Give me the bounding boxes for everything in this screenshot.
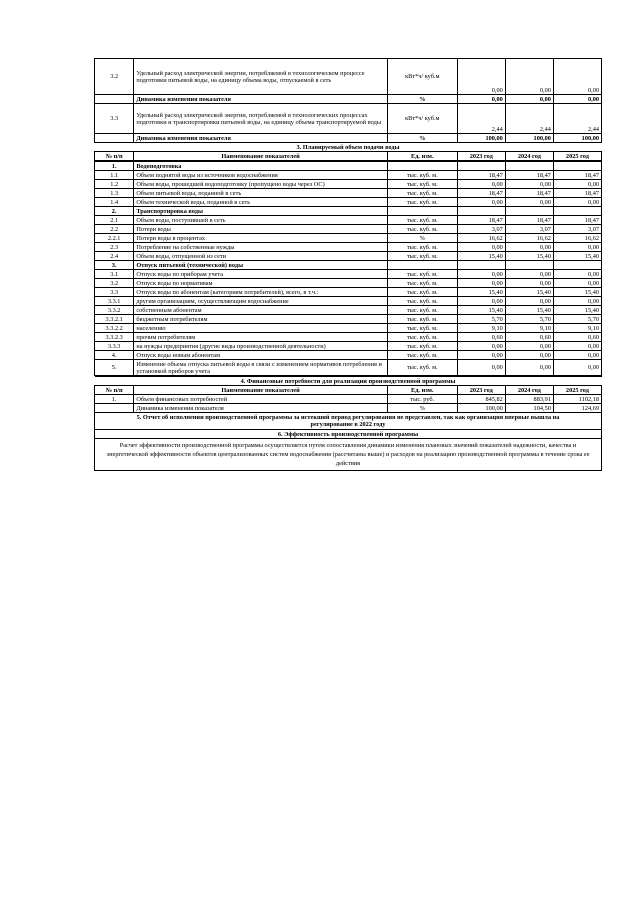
value-2023: [457, 261, 505, 270]
value-2023: 2,44: [457, 104, 505, 134]
value-2024: 2,44: [505, 104, 553, 134]
row-number: 3.1: [95, 270, 134, 279]
value-2024: 0,00: [505, 351, 553, 360]
value-2024: 0,00: [505, 297, 553, 306]
value-2025: [553, 261, 601, 270]
row-unit: тыс. куб. м.: [387, 360, 457, 376]
value-2023: 15,40: [457, 306, 505, 315]
row-unit: [387, 261, 457, 270]
table-row: [95, 134, 602, 143]
table-row: [95, 351, 602, 360]
section-6-row: [95, 439, 602, 471]
value-2023: 9,10: [457, 324, 505, 333]
value-2023: 0,00: [457, 59, 505, 95]
table-row: [95, 171, 602, 180]
table-group-row: [95, 207, 602, 216]
table-group-row: [95, 261, 602, 270]
value-2025: 0,00: [553, 297, 601, 306]
value-2023: 18,47: [457, 189, 505, 198]
value-2023: [457, 162, 505, 171]
row-name: Отпуск воды по приборам учета: [134, 270, 388, 279]
value-2025: 2,44: [553, 104, 601, 134]
row-name: Потери воды в процентах: [134, 234, 388, 243]
value-2025: 9,10: [553, 324, 601, 333]
row-name: Водоподготовка: [134, 162, 388, 171]
row-number: 3.: [95, 261, 134, 270]
value-2023: 100,00: [457, 134, 505, 143]
value-2025: 18,47: [553, 171, 601, 180]
row-number: 3.3: [95, 104, 134, 134]
value-2024: [505, 261, 553, 270]
row-number: 1.: [95, 162, 134, 171]
row-unit: тыс. куб. м.: [387, 306, 457, 315]
section-6-title: 6. Эффективность производственной программы: [95, 430, 602, 439]
value-2024: 0,00: [505, 270, 553, 279]
value-2024: 3,07: [505, 225, 553, 234]
value-2023: 0,00: [457, 270, 505, 279]
row-name: Удельный расход электрической энергии, потребляемой в технологическом процессе подготовки питьевой воды, на единицу объема воды, отпускаемой в сеть: [134, 59, 388, 95]
section-4-title: 4. Финансовые потребности для реализации производственной программы: [95, 377, 602, 386]
row-unit: тыс. куб. м.: [387, 288, 457, 297]
section-title-row: [95, 430, 602, 439]
value-2023: 0,00: [457, 297, 505, 306]
row-number: 2.1: [95, 216, 134, 225]
value-2024: 0,00: [505, 180, 553, 189]
section-5-text: 5. Отчет об исполнении производственной программы за истекший период регулирования не представлен, так как организация впервые вышла на регулирование в 2022 году: [95, 413, 602, 430]
row-number: 5.: [95, 360, 134, 376]
row-name: другим организациям, осуществляющим водоснабжение: [134, 297, 388, 306]
value-2023: 100,00: [457, 404, 505, 413]
row-unit: тыс. куб. м.: [387, 225, 457, 234]
value-2024: 100,00: [505, 134, 553, 143]
value-2025: 18,47: [553, 216, 601, 225]
header-name: Наименование показателей: [134, 152, 388, 161]
row-unit: %: [387, 234, 457, 243]
value-2025: 100,00: [553, 134, 601, 143]
header-2025: 2025 год: [553, 152, 601, 161]
row-number: 2.3: [95, 243, 134, 252]
header-unit: Ед. изм.: [387, 152, 457, 161]
value-2025: 0,00: [553, 360, 601, 376]
row-unit: тыс. куб. м.: [387, 252, 457, 261]
row-unit: %: [387, 404, 457, 413]
row-name: населению: [134, 324, 388, 333]
main-table: [94, 58, 602, 161]
table-row: [95, 180, 602, 189]
row-number: [95, 134, 134, 143]
table-row: [95, 360, 602, 376]
value-2024: 0,00: [505, 360, 553, 376]
header-num: № п/п: [95, 152, 134, 161]
table-row: [95, 104, 602, 134]
row-number: 3.3.2.2: [95, 324, 134, 333]
value-2024: 0,60: [505, 333, 553, 342]
table-row: [95, 216, 602, 225]
value-2024: 104,50: [505, 404, 553, 413]
section-title-row: [95, 377, 602, 386]
table-row: [95, 324, 602, 333]
header-num: № п/п: [95, 386, 134, 395]
value-2024: 16,62: [505, 234, 553, 243]
value-2023: [457, 207, 505, 216]
value-2024: 15,40: [505, 252, 553, 261]
value-2024: 883,91: [505, 395, 553, 404]
header-2024: 2024 год: [505, 152, 553, 161]
section-3-title: 3. Планируемый объем подачи воды: [95, 143, 602, 152]
row-unit: [387, 207, 457, 216]
table-row: [95, 404, 602, 413]
table-row: [95, 342, 602, 351]
row-unit: [387, 162, 457, 171]
section-5-row: [95, 413, 602, 430]
row-name: прочим потребителям: [134, 333, 388, 342]
row-number: 2.: [95, 207, 134, 216]
header-2023: 2023 год: [457, 152, 505, 161]
row-name: Отпуск воды по нормативам: [134, 279, 388, 288]
value-2025: 124,69: [553, 404, 601, 413]
header-2023: 2023 год: [457, 386, 505, 395]
row-unit: тыс. куб. м.: [387, 189, 457, 198]
document-page: [94, 58, 602, 471]
row-number: 1.: [95, 395, 134, 404]
row-name: Объем поднятой воды из источников водоснабжения: [134, 171, 388, 180]
value-2025: 18,47: [553, 189, 601, 198]
value-2025: 0,00: [553, 243, 601, 252]
table-row: [95, 189, 602, 198]
value-2025: 0,60: [553, 333, 601, 342]
value-2023: 18,47: [457, 216, 505, 225]
value-2025: 15,40: [553, 288, 601, 297]
value-2025: 0,00: [553, 270, 601, 279]
value-2025: 0,00: [553, 279, 601, 288]
table-group-row: [95, 162, 602, 171]
row-name: Объем технической воды, поданной в сеть: [134, 198, 388, 207]
row-unit: %: [387, 134, 457, 143]
row-number: 3.3.2.3: [95, 333, 134, 342]
row-unit: тыс. куб. м.: [387, 216, 457, 225]
row-name: Потери воды: [134, 225, 388, 234]
row-name: собственным абонентам: [134, 306, 388, 315]
row-name: Отпуск воды новым абонентам: [134, 351, 388, 360]
row-unit: тыс. куб. м.: [387, 180, 457, 189]
value-2023: 0,00: [457, 198, 505, 207]
header-2025: 2025 год: [553, 386, 601, 395]
value-2023: 3,07: [457, 225, 505, 234]
value-2024: 18,47: [505, 171, 553, 180]
header-2024: 2024 год: [505, 386, 553, 395]
value-2023: 5,70: [457, 315, 505, 324]
value-2024: 15,40: [505, 288, 553, 297]
header-name: Наименование показателей: [134, 386, 388, 395]
section-6-text: Расчет эффективности производственной программы осуществляется путем сопоставления динамики изменения плановых значений показателей надежности, качества и энергетической эффективности объектов централизованных систем водоснабжения (рассчитаны выше) и расходов на реализацию производственной программы в течение срока ее действия: [95, 439, 602, 471]
value-2025: 1102,18: [553, 395, 601, 404]
row-unit: тыс. куб. м.: [387, 342, 457, 351]
value-2024: 0,00: [505, 198, 553, 207]
value-2023: 0,00: [457, 243, 505, 252]
table-header-row: [95, 386, 602, 395]
row-unit: тыс. куб. м.: [387, 333, 457, 342]
value-2024: [505, 207, 553, 216]
row-number: 3.3.2: [95, 306, 134, 315]
row-name: бюджетным потребителям: [134, 315, 388, 324]
table-row: [95, 333, 602, 342]
value-2024: 18,47: [505, 216, 553, 225]
row-name: Отпуск питьевой (технической) воды: [134, 261, 388, 270]
row-name: Объем воды, прошедшей водоподготовку (пропущено воды через ОС): [134, 180, 388, 189]
row-number: 3.3.2.1: [95, 315, 134, 324]
row-name: Изменение объема отпуска питьевой воды в связи с изменением нормативов потребления и установкой приборов учета: [134, 360, 388, 376]
value-2023: 0,00: [457, 279, 505, 288]
row-number: [95, 95, 134, 104]
value-2025: 0,00: [553, 351, 601, 360]
header-unit: Ед. изм.: [387, 386, 457, 395]
row-name: Объем питьевой воды, поданной в сеть: [134, 189, 388, 198]
row-name: Динамика изменения показателя: [134, 404, 388, 413]
section-3-table: [94, 161, 602, 376]
row-number: 1.2: [95, 180, 134, 189]
value-2023: 0,00: [457, 351, 505, 360]
row-name: на нужды предприятия (другие виды производственной деятельности): [134, 342, 388, 351]
value-2025: [553, 207, 601, 216]
row-unit: %: [387, 95, 457, 104]
row-name: Объем воды, поступившей в сеть: [134, 216, 388, 225]
row-number: 1.1: [95, 171, 134, 180]
section-4-table: [94, 376, 602, 471]
table-header-row: [95, 152, 602, 161]
table-row: [95, 315, 602, 324]
value-2025: 16,62: [553, 234, 601, 243]
value-2024: 0,00: [505, 95, 553, 104]
section-title-row: [95, 143, 602, 152]
table-row: [95, 270, 602, 279]
row-number: 1.4: [95, 198, 134, 207]
row-unit: тыс. куб. м.: [387, 279, 457, 288]
row-name: Отпуск воды по абонентам (категориям потребителей), всего, в т.ч.:: [134, 288, 388, 297]
row-number: 3.2: [95, 59, 134, 95]
value-2023: 15,40: [457, 252, 505, 261]
value-2025: [553, 162, 601, 171]
table-row: [95, 395, 602, 404]
row-number: 4.: [95, 351, 134, 360]
table-row: [95, 59, 602, 95]
value-2025: 0,00: [553, 198, 601, 207]
value-2023: 845,82: [457, 395, 505, 404]
value-2024: 0,00: [505, 279, 553, 288]
row-unit: тыс. куб. м.: [387, 297, 457, 306]
value-2025: 15,40: [553, 252, 601, 261]
value-2024: 5,70: [505, 315, 553, 324]
table-row: [95, 198, 602, 207]
value-2024: 9,10: [505, 324, 553, 333]
row-name: Объем финансовых потребностей: [134, 395, 388, 404]
value-2023: 16,62: [457, 234, 505, 243]
row-number: 2.4: [95, 252, 134, 261]
row-unit: тыс. куб. м.: [387, 324, 457, 333]
value-2025: 5,70: [553, 315, 601, 324]
value-2023: 15,40: [457, 288, 505, 297]
row-name: Динамика изменения показателя: [134, 95, 388, 104]
table-row: [95, 252, 602, 261]
row-number: 2.2.1: [95, 234, 134, 243]
row-name: Транспортировка воды: [134, 207, 388, 216]
table-row: [95, 297, 602, 306]
value-2024: 0,00: [505, 342, 553, 351]
row-number: 3.3.1: [95, 297, 134, 306]
row-number: [95, 404, 134, 413]
value-2023: 0,00: [457, 180, 505, 189]
value-2024: 0,00: [505, 59, 553, 95]
row-number: 1.3: [95, 189, 134, 198]
row-number: 2.2: [95, 225, 134, 234]
value-2025: 0,00: [553, 342, 601, 351]
row-number: 3.3: [95, 288, 134, 297]
value-2025: 0,00: [553, 59, 601, 95]
table-row: [95, 95, 602, 104]
row-name: Динамика изменения показателя: [134, 134, 388, 143]
table-row: [95, 234, 602, 243]
value-2024: 18,47: [505, 189, 553, 198]
table-row: [95, 279, 602, 288]
value-2023: 0,00: [457, 95, 505, 104]
row-unit: тыс. куб. м.: [387, 198, 457, 207]
row-number: 3.2: [95, 279, 134, 288]
value-2025: 0,00: [553, 180, 601, 189]
row-name: Объем воды, отпущенной из сети: [134, 252, 388, 261]
value-2024: [505, 162, 553, 171]
table-row: [95, 225, 602, 234]
table-row: [95, 306, 602, 315]
row-unit: тыс. куб. м.: [387, 243, 457, 252]
row-unit: тыс. куб. м.: [387, 351, 457, 360]
table-row: [95, 243, 602, 252]
value-2024: 0,00: [505, 243, 553, 252]
row-name: Потребление на собственные нужды: [134, 243, 388, 252]
row-unit: тыс. куб. м.: [387, 270, 457, 279]
row-unit: тыс. куб. м.: [387, 171, 457, 180]
row-unit: кВт*ч/ куб.м: [387, 59, 457, 95]
value-2023: 0,00: [457, 360, 505, 376]
value-2025: 3,07: [553, 225, 601, 234]
row-number: 3.3.3: [95, 342, 134, 351]
value-2025: 0,00: [553, 95, 601, 104]
row-name: Удельный расход электрической энергии, потребляемой в технологических процессах подготовки и транспортировки питьевой воды, на единицу объема транспортируемой воды: [134, 104, 388, 134]
value-2024: 15,40: [505, 306, 553, 315]
value-2023: 0,60: [457, 333, 505, 342]
value-2023: 0,00: [457, 342, 505, 351]
value-2023: 18,47: [457, 171, 505, 180]
row-unit: тыс. куб. м.: [387, 315, 457, 324]
table-row: [95, 288, 602, 297]
row-unit: тыс. руб.: [387, 395, 457, 404]
row-unit: кВт*ч/ куб.м: [387, 104, 457, 134]
value-2025: 15,40: [553, 306, 601, 315]
